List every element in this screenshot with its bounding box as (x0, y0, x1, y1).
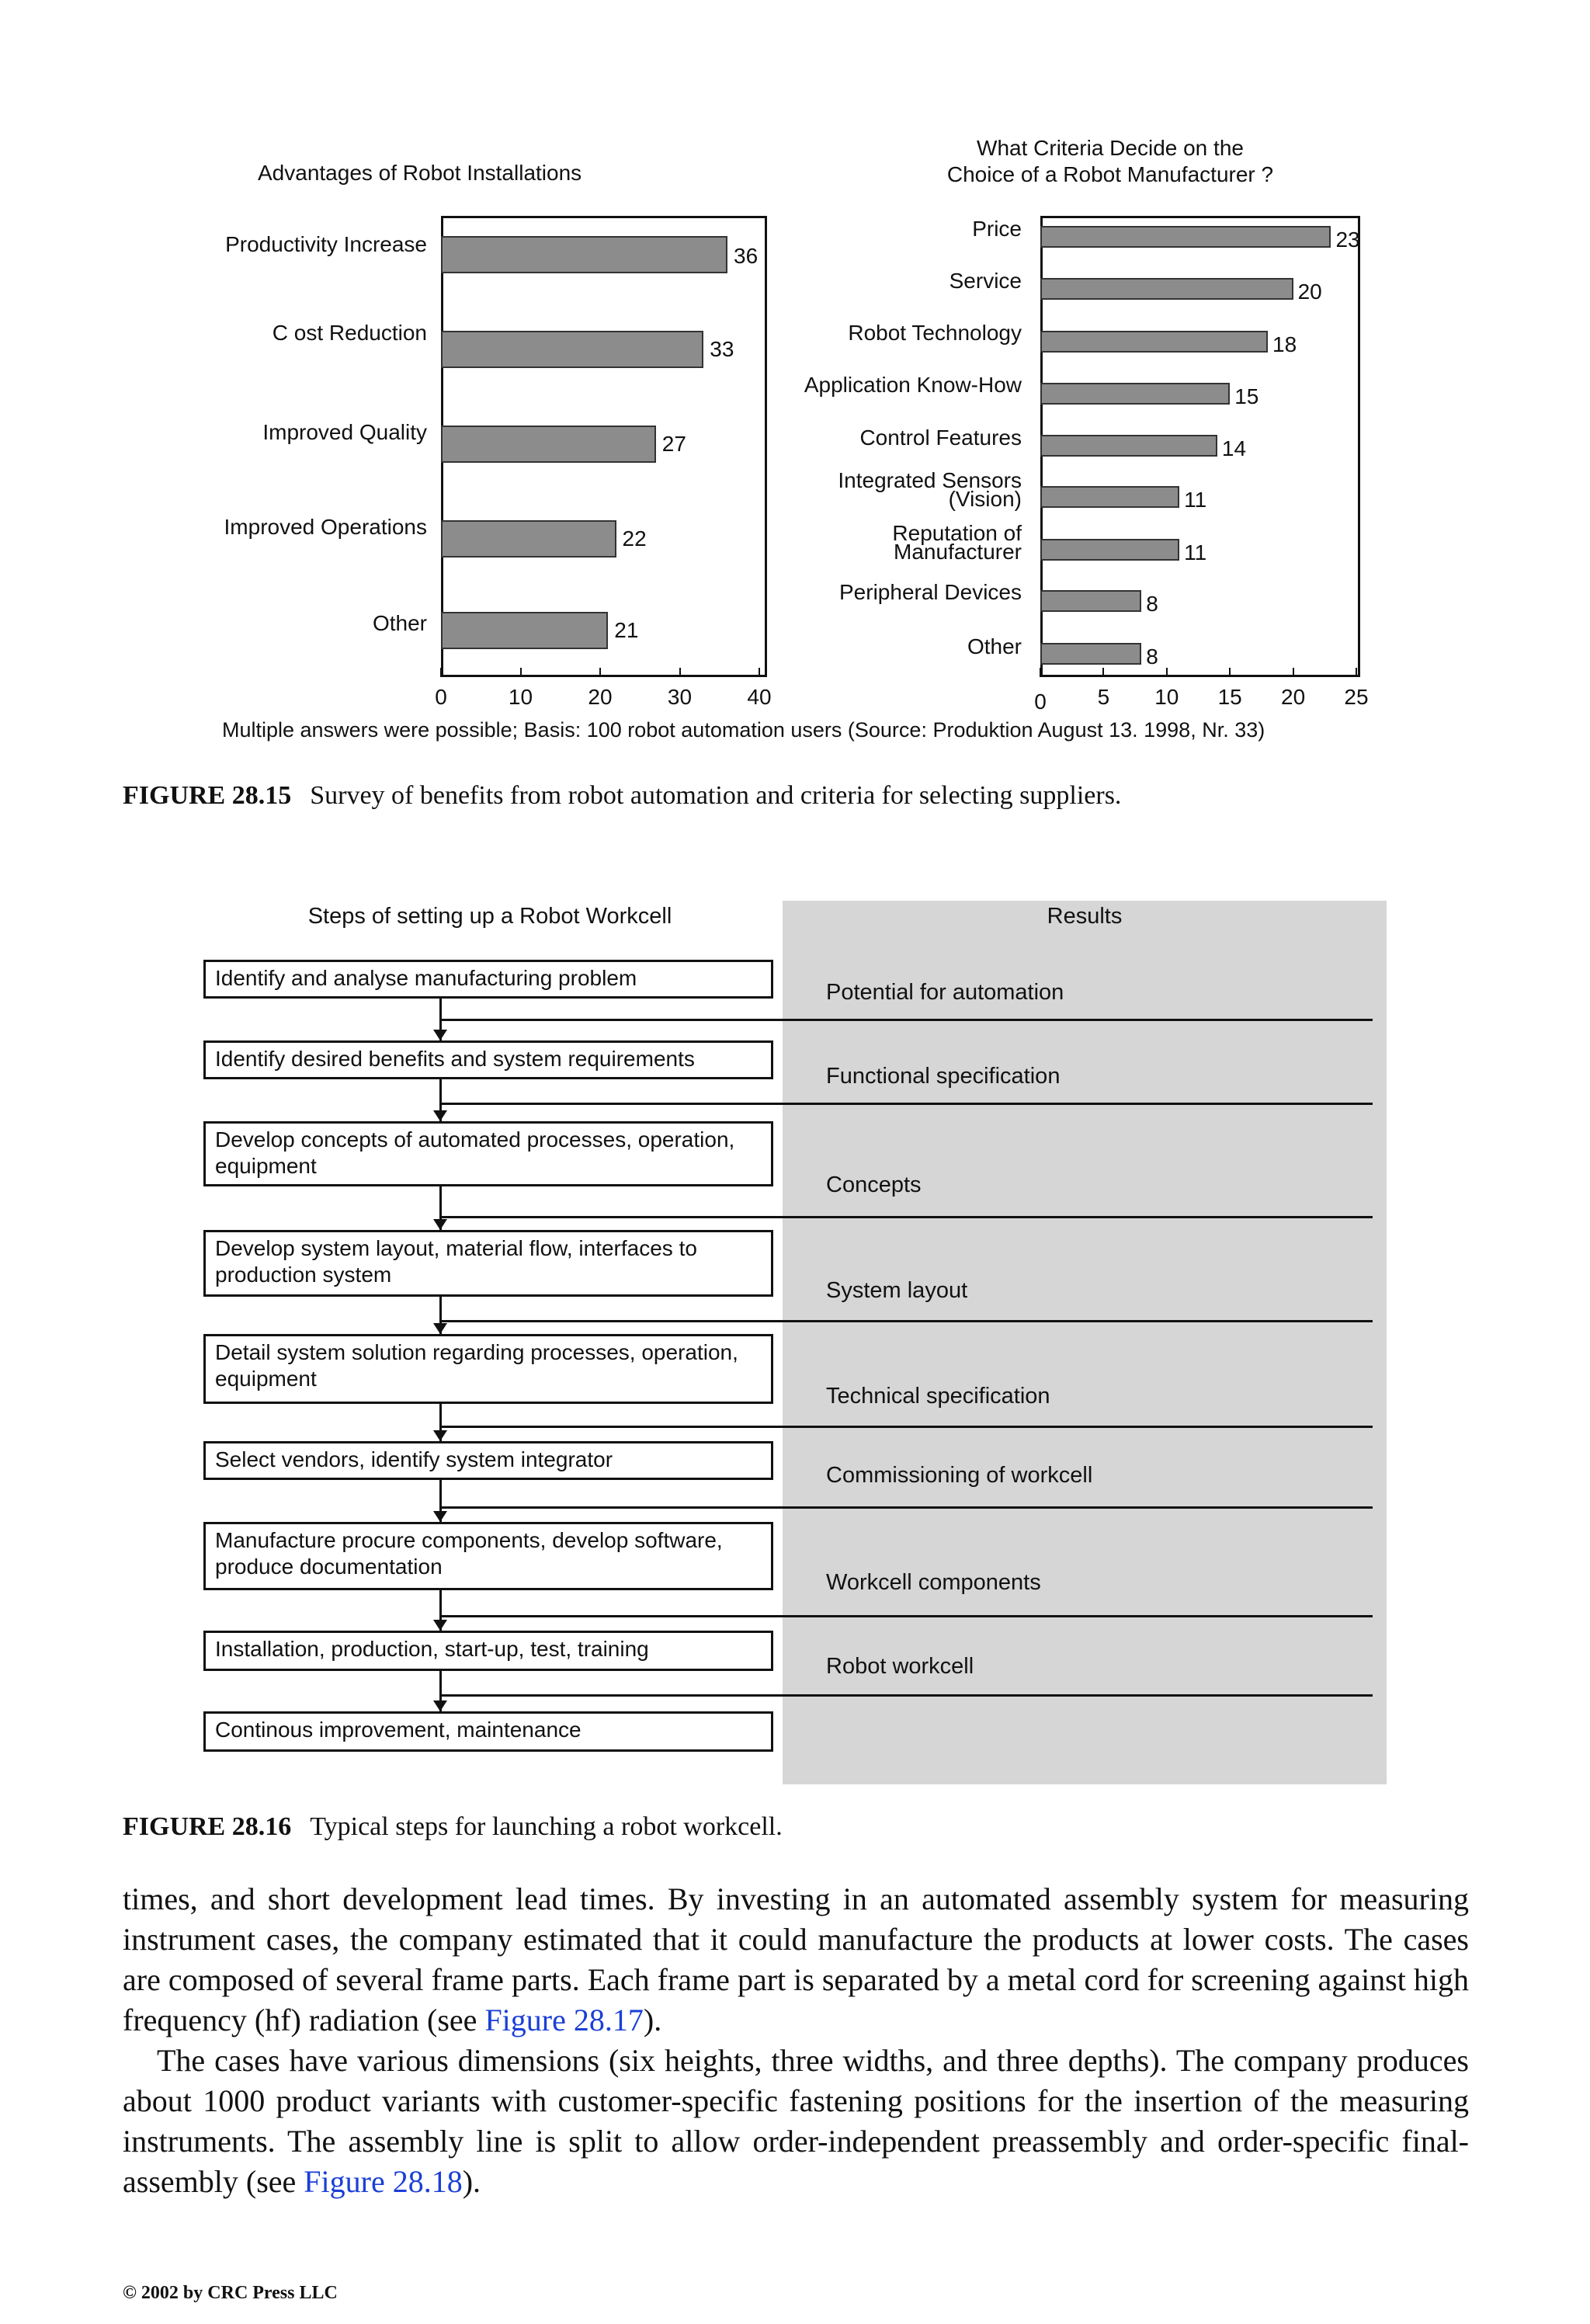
category-label: Productivity Increase (225, 232, 427, 256)
result-feedback-line (439, 1694, 1373, 1697)
bar (1040, 486, 1179, 508)
category-label: Reputation of (892, 521, 1022, 545)
data-label: 21 (614, 618, 639, 642)
arrow-down-icon (433, 1323, 447, 1334)
bar (441, 331, 703, 368)
workcell-step: Continous improvement, maintenance (203, 1711, 773, 1752)
x-tick-label: 40 (747, 685, 772, 709)
x-tick-label: 0 (1034, 690, 1047, 714)
figure-label: FIGURE 28.16 (123, 1812, 292, 1841)
arrow-down-icon (433, 1620, 447, 1631)
category-label: Application Know-How (804, 373, 1022, 397)
figure-label: FIGURE 28.15 (123, 781, 292, 810)
data-label: 11 (1184, 540, 1207, 564)
category-label: Other (372, 611, 427, 635)
figure-text: Typical steps for launching a robot workcell. (310, 1812, 783, 1841)
arrow-down-icon (433, 1700, 447, 1711)
workcell-step: Identify desired benefits and system requirements (203, 1040, 773, 1079)
data-label: 22 (622, 526, 647, 551)
x-tick-label: 25 (1344, 685, 1369, 709)
x-tick (599, 668, 601, 677)
result-feedback-line (439, 1216, 1373, 1218)
x-tick (1293, 668, 1294, 677)
bar (441, 426, 656, 463)
arrow-down-icon (433, 1511, 447, 1522)
result-feedback-line (439, 1103, 1373, 1105)
category-label: Improved Quality (262, 420, 427, 444)
data-label: 20 (1297, 280, 1322, 304)
category-label: Robot Technology (848, 321, 1022, 345)
result-label: Workcell components (826, 1570, 1041, 1595)
result-label: Potential for automation (826, 980, 1064, 1005)
category-label: Integrated Sensors (838, 468, 1022, 492)
steps-header: Steps of setting up a Robot Workcell (307, 904, 672, 929)
category-label: Manufacturer (894, 540, 1022, 564)
result-label: Concepts (826, 1172, 922, 1197)
results-header: Results (1047, 904, 1123, 929)
data-label: 23 (1335, 228, 1360, 252)
result-label: Technical specification (826, 1384, 1050, 1409)
x-tick-label: 10 (508, 685, 533, 709)
figure-28-18-link[interactable]: Figure 28.18 (304, 2164, 463, 2199)
data-label: 8 (1146, 644, 1158, 669)
arrow-down-icon (433, 1110, 447, 1121)
bar (1040, 643, 1141, 665)
category-label: Service (949, 269, 1022, 293)
category-label: Control Features (859, 426, 1022, 450)
result-feedback-line (439, 1019, 1373, 1021)
x-tick-label: 15 (1217, 685, 1242, 709)
result-feedback-line (439, 1426, 1373, 1428)
result-feedback-line (439, 1506, 1373, 1509)
paragraph-text: The cases have various dimensions (six heights, three widths, and three depths). The company produces about 1000 product variants with customer-specific fastening positions for the insertion of the measuring instruments. The assembly line is split to allow order-independent preassembly and order-specific final-assembly (see (123, 2043, 1469, 2199)
chart-title: What Criteria Decide on the (977, 136, 1244, 160)
category-label: Improved Operations (224, 515, 427, 539)
paragraph-text: ). (643, 2003, 662, 2037)
data-label: 8 (1146, 592, 1158, 616)
workcell-step: Identify and analyse manufacturing problem (203, 960, 773, 999)
bar (1040, 539, 1179, 561)
body-paragraph-1 (123, 1879, 1469, 2041)
bar (1040, 331, 1268, 353)
data-label: 11 (1184, 488, 1207, 512)
category-label: Other (967, 634, 1022, 658)
category-label: (Vision) (948, 487, 1022, 511)
workcell-step: Develop system layout, material flow, interfaces to production system (203, 1230, 773, 1297)
x-tick (679, 668, 681, 677)
arrow-down-icon (433, 1430, 447, 1441)
paragraph-text: times, and short development lead times. By investing in an automated assembly system for measuring instrument cases, the company estimated that it could manufacture the products at lower costs. The cases are composed of several frame parts. Each frame part is separated by a metal cord for screening against high frequency (hf) radiation (see (123, 1881, 1469, 2037)
data-label: 33 (710, 337, 734, 361)
x-tick (440, 668, 442, 677)
chart-title: Choice of a Robot Manufacturer ? (946, 162, 1274, 186)
copyright-notice: © 2002 by CRC Press LLC (123, 2283, 338, 2303)
chart-title: Advantages of Robot Installations (258, 161, 582, 185)
x-tick (1102, 668, 1104, 677)
bar (441, 236, 727, 273)
paragraph-text: ). (462, 2164, 481, 2199)
figure-28-16-caption (123, 1812, 1520, 1842)
x-tick (1356, 668, 1357, 677)
x-tick (520, 668, 522, 677)
result-label: Functional specification (826, 1064, 1061, 1089)
bar (1040, 590, 1141, 612)
result-feedback-line (439, 1615, 1373, 1617)
data-label: 18 (1272, 332, 1297, 356)
x-tick-label: 20 (588, 685, 613, 709)
figure-28-17-link[interactable]: Figure 28.17 (484, 2003, 644, 2037)
x-tick-label: 30 (667, 685, 693, 709)
x-tick (1166, 668, 1168, 677)
result-label: Commissioning of workcell (826, 1463, 1093, 1488)
x-tick-label: 20 (1281, 685, 1306, 709)
results-panel (783, 901, 1387, 1784)
workcell-step: Manufacture procure components, develop software, produce documentation (203, 1522, 773, 1590)
workcell-step: Detail system solution regarding processes, operation, equipment (203, 1334, 773, 1404)
data-label: 27 (661, 432, 686, 456)
bar (441, 612, 608, 649)
figure-text: Survey of benefits from robot automation and criteria for selecting suppliers. (310, 781, 1122, 810)
x-tick-label: 5 (1097, 685, 1110, 709)
bar (441, 520, 616, 558)
figure-28-15-caption (123, 781, 1520, 811)
workcell-step: Select vendors, identify system integrator (203, 1441, 773, 1480)
data-label: 15 (1234, 384, 1259, 408)
arrow-down-icon (433, 1030, 447, 1040)
result-label: Robot workcell (826, 1654, 974, 1679)
category-label: C ost Reduction (272, 321, 427, 345)
bar (1040, 226, 1331, 248)
category-label: Peripheral Devices (839, 580, 1022, 604)
category-label: Price (972, 217, 1022, 241)
body-paragraph-2 (123, 2041, 1469, 2202)
bar (1040, 278, 1293, 300)
result-feedback-line (439, 1320, 1373, 1322)
x-tick (1229, 668, 1231, 677)
bar (1040, 435, 1217, 457)
bar (1040, 383, 1230, 405)
x-tick-label: 10 (1154, 685, 1179, 709)
survey-note: Multiple answers were possible; Basis: 100 robot automation users (Source: Produktion August 13. 1998, Nr. 33) (222, 718, 1265, 742)
workcell-step: Develop concepts of automated processes, operation, equipment (203, 1121, 773, 1186)
x-tick-label: 0 (435, 685, 447, 709)
arrow-down-icon (433, 1219, 447, 1230)
workcell-step: Installation, production, start-up, test, training (203, 1631, 773, 1671)
result-label: System layout (826, 1278, 968, 1303)
x-tick (1040, 668, 1041, 677)
x-tick (759, 668, 760, 677)
data-label: 14 (1221, 436, 1247, 460)
data-label: 36 (734, 244, 759, 268)
